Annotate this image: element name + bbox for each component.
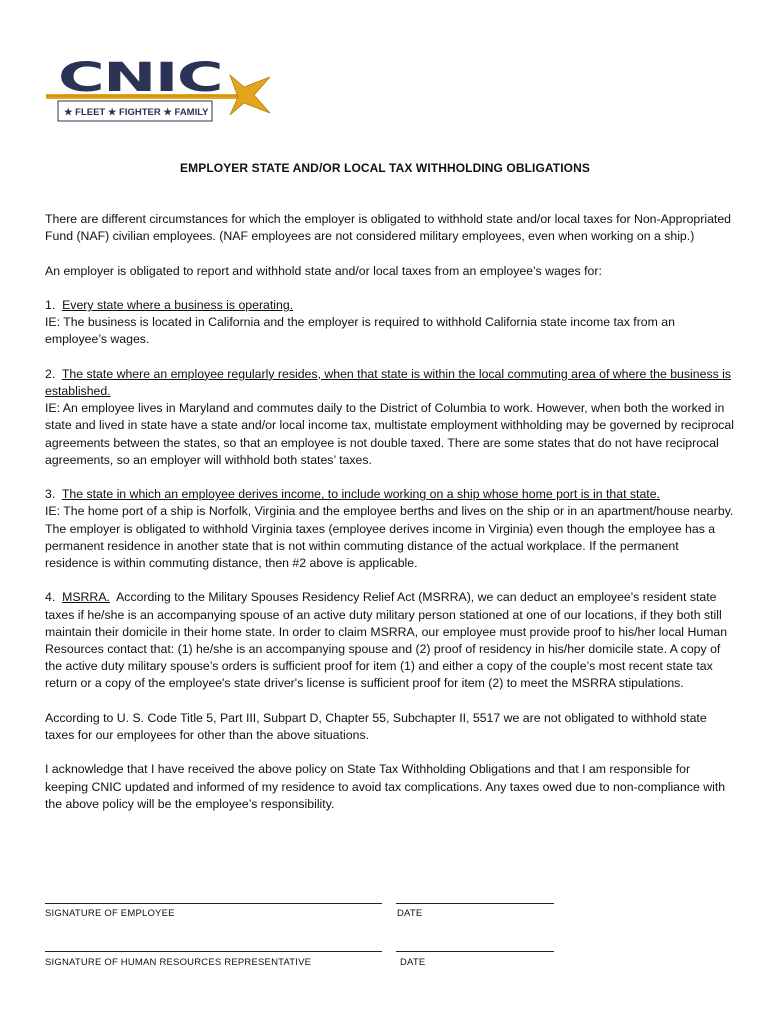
employee-date-label: DATE	[397, 908, 423, 919]
employee-signature-label: SIGNATURE OF EMPLOYEE	[45, 908, 175, 919]
item-heading: The state where an employee regularly resides, when that state is within the local commuting area of where the business is established.	[45, 366, 732, 398]
item-text: IE: The home port of a ship is Norfolk, Virginia and the employee berths and lives on the ship or in an apartment/house nearby. The employer is obligated to withhold Virginia taxes (employee derives income in Virginia) even though the employee has a permanent residence in another state that is not within commuting distance of the actual workplace. If the permanent residence is within commuting distance, then #2 above is applicable.	[45, 504, 734, 570]
logo-wordmark: CNIC	[58, 55, 222, 101]
employee-date-line[interactable]	[396, 903, 554, 904]
item-heading: MSRRA.	[62, 590, 110, 605]
hr-signature-label: SIGNATURE OF HUMAN RESOURCES REPRESENTATIVE	[45, 957, 312, 968]
logo-tagline-fighter: FIGHTER	[119, 107, 161, 118]
employee-signature-line[interactable]	[45, 903, 382, 904]
item-text: According to the Military Spouses Residency Relief Act (MSRRA), we can deduct an employee's resident state taxes if he/she is an accompanying spouse of an active duty military person stationed at one of our locations, if they both still maintain their domicile in their home state. In order to claim MSRRA, our employee must provide proof to his/her local Human Resources contact that: (1) he/she is an accompanying spouse and (2) proof of residency in his/her domicile state. A copy of the active duty military spouse’s orders is sufficient proof for item (1) and either a copy of the couple’s most recent state tax return or a copy of the employee's state driver's license is sufficient proof for item (2) to meet the MSRRA stipulations.	[45, 590, 728, 691]
item-number: 3.	[45, 487, 56, 502]
item-number: 4.	[45, 590, 56, 605]
hr-signature-line[interactable]	[45, 951, 382, 952]
logo-tagline-fleet: FLEET	[75, 107, 106, 118]
document-body	[45, 211, 735, 830]
list-item-2	[45, 366, 735, 469]
item-text: IE: An employee lives in Maryland and commutes daily to the District of Columbia to work. However, when both the worked in state and lived in state have a state and/or local income tax, multistate employment withholding may be governed by reciprocal agreements between the states, so that an employee is not double taxed. There are some states that do not have reciprocal agreements, so an employer will withhold both states’ taxes.	[45, 401, 734, 467]
list-item-1	[45, 297, 735, 349]
acknowledgement-paragraph: I acknowledge that I have received the above policy on State Tax Withholding Obligations and that I am responsible for keeping CNIC updated and informed of my residence to avoid tax complications. Any taxes owed due to non-compliance with the above policy will be the employee’s responsibility.	[45, 762, 726, 811]
code-statement: According to U. S. Code Title 5, Part III, Subpart D, Chapter 55, Subchapter II, 5517 we are not obligated to withhold state taxes for our employees for other than the above situations.	[45, 710, 707, 742]
hr-date-line[interactable]	[396, 951, 554, 952]
list-item-3	[45, 486, 735, 572]
page-title: EMPLOYER STATE AND/OR LOCAL TAX WITHHOLDING OBLIGATIONS	[180, 161, 590, 175]
item-number: 1.	[45, 297, 56, 312]
lead-paragraph: An employer is obligated to report and withhold state and/or local taxes from an employee’s wages for:	[45, 263, 602, 278]
cnic-logo	[44, 55, 274, 133]
list-item-4	[45, 589, 735, 692]
item-heading: Every state where a business is operating.	[62, 297, 294, 312]
intro-paragraph: There are different circumstances for which the employer is obligated to withhold state and/or local taxes for Non-Appropriated Fund (NAF) civilian employees. (NAF employees are not considered military employees, even when working on a ship.)	[45, 212, 732, 244]
item-number: 2.	[45, 366, 56, 381]
logo-star-icon: ★	[64, 107, 76, 118]
hr-date-label: DATE	[400, 957, 426, 968]
item-text: IE: The business is located in California and the employer is required to withhold California state income tax from an employee’s wages.	[45, 315, 675, 347]
item-heading: The state in which an employee derives income, to include working on a ship whose home port is in that state.	[61, 487, 660, 502]
svg-text:★ FLEET ★ FIGHTER ★ FAMILY: ★ FLEET ★ FIGHTER ★ FAMILY	[64, 107, 209, 118]
logo-tagline-family: FAMILY	[174, 107, 209, 118]
